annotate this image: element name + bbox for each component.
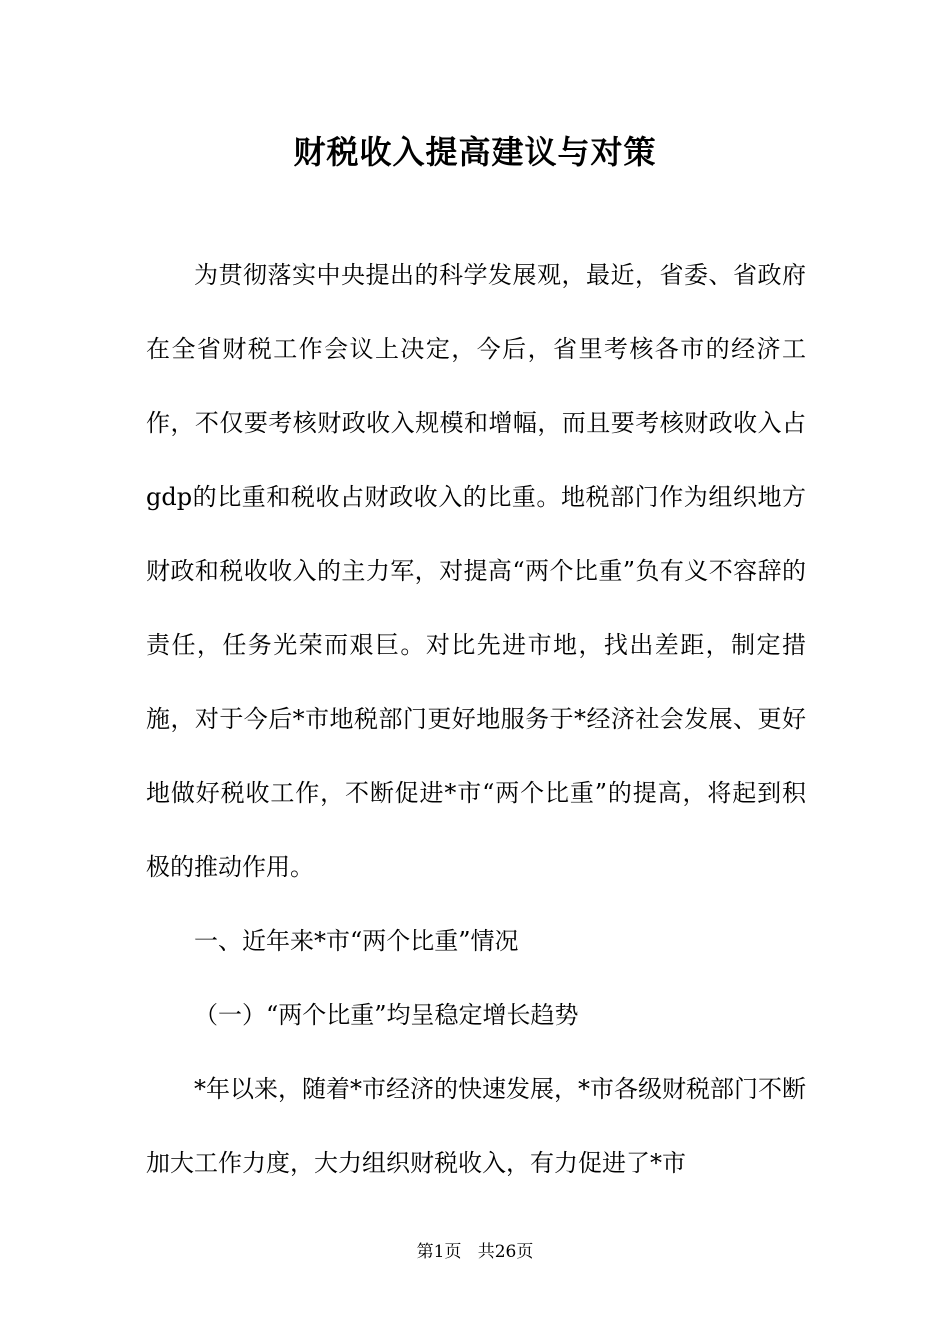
document-title: 财税收入提高建议与对策 bbox=[293, 133, 657, 171]
page-number-total: 共26页 bbox=[477, 1242, 534, 1262]
paragraph-intro: 为贯彻落实中央提出的科学发展观，最近，省委、省政府在全省财税工作会议上决定，今后，省里考核各市的经济工作，不仅要考核财政收入规模和增幅，而且要考核财政收入占gdp的比重和税收占财政收入的比重。地税部门作为组织地方财政和税收收入的主力军，对提高“两个比重”负有义不容辞的责任，任务光荣而艰巨。对比先进市地，找出差距，制定措施，对于今后*市地税部门更好地服务于*经济社会发展、更好地做好税收工作，不断促进*市“两个比重”的提高，将起到积极的推动作用。 bbox=[146, 261, 806, 881]
page-number-current: 第1页 bbox=[416, 1242, 462, 1262]
paragraph-section-1: *年以来，随着*市经济的快速发展，*市各级财税部门不断加大工作力度，大力组织财税收入，有力促进了*市 bbox=[146, 1075, 806, 1177]
section-heading-1: 一、近年来*市“两个比重”情况 bbox=[194, 927, 519, 955]
subsection-heading-1: （一）“两个比重”均呈稳定增长趋势 bbox=[194, 1001, 579, 1029]
document-body bbox=[146, 238, 806, 1200]
page-number-separator bbox=[467, 1242, 472, 1262]
page-footer bbox=[0, 1240, 950, 1264]
